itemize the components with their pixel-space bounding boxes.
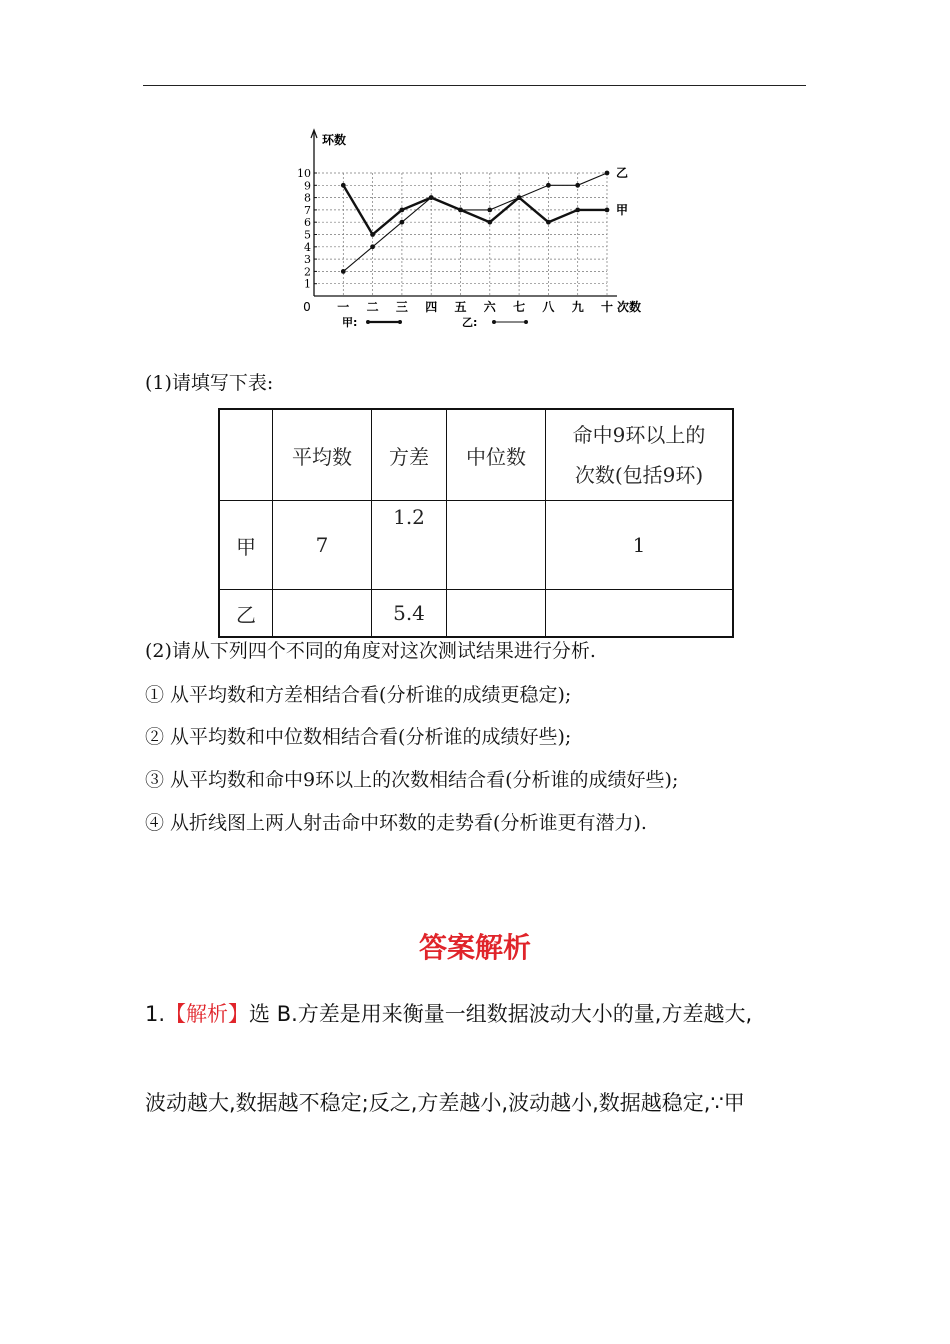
data-point bbox=[458, 208, 463, 213]
x-tick-label: 五 bbox=[454, 300, 467, 314]
header-median: 中位数 bbox=[447, 409, 546, 501]
cell-median bbox=[447, 590, 546, 638]
answer-line-1 bbox=[145, 998, 752, 1028]
data-point bbox=[487, 208, 492, 213]
cell-mean: 7 bbox=[273, 501, 372, 590]
y-tick-label: 3 bbox=[304, 253, 311, 267]
y-tick-label: 2 bbox=[304, 265, 311, 279]
x-tick-label: 一 bbox=[337, 300, 350, 314]
cell-hits: 1 bbox=[546, 501, 734, 590]
list-item: ② 从平均数和中位数相结合看(分析谁的成绩好些); bbox=[145, 726, 572, 748]
answer-number: 1. bbox=[145, 1002, 166, 1026]
data-point bbox=[546, 183, 551, 188]
x-tick-label: 二 bbox=[366, 300, 379, 314]
list-item: ④ 从折线图上两人射击命中环数的走势看(分析谁更有潜力). bbox=[145, 812, 647, 834]
origin-label: 0 bbox=[303, 300, 311, 314]
header-blank bbox=[219, 409, 273, 501]
header-mean: 平均数 bbox=[273, 409, 372, 501]
analysis-tag: 【解析】 bbox=[165, 1002, 250, 1026]
x-tick-label: 六 bbox=[483, 300, 496, 314]
data-point bbox=[487, 220, 492, 225]
legend-dot bbox=[366, 320, 370, 324]
cell-median bbox=[447, 501, 546, 590]
data-point bbox=[546, 220, 551, 225]
y-tick-label: 8 bbox=[304, 191, 311, 205]
list-item: ③ 从平均数和命中9环以上的次数相结合看(分析谁的成绩好些); bbox=[145, 769, 679, 791]
question-2: (2)请从下列四个不同的角度对这次测试结果进行分析. bbox=[145, 640, 596, 662]
legend-label-jia: 甲: bbox=[342, 316, 358, 329]
data-point bbox=[400, 220, 405, 225]
line-chart bbox=[290, 120, 660, 335]
x-tick-label: 三 bbox=[395, 300, 408, 314]
x-tick-label: 八 bbox=[542, 300, 555, 314]
data-point bbox=[370, 232, 375, 237]
cell-hits bbox=[546, 590, 734, 638]
x-tick-label: 九 bbox=[571, 300, 584, 314]
table-header-row bbox=[219, 409, 733, 501]
series-label: 甲 bbox=[616, 202, 629, 217]
list-item: ① 从平均数和方差相结合看(分析谁的成绩更稳定); bbox=[145, 684, 572, 706]
top-divider bbox=[143, 85, 806, 86]
header-variance: 方差 bbox=[372, 409, 447, 501]
legend-dot bbox=[398, 320, 402, 324]
y-tick-label: 6 bbox=[304, 216, 311, 230]
data-point bbox=[517, 195, 522, 200]
header-hits-line1: 命中9环以上的 bbox=[572, 423, 706, 447]
data-point bbox=[575, 183, 580, 188]
data-point bbox=[605, 171, 610, 176]
chart-ticks bbox=[297, 167, 641, 314]
y-tick-label: 9 bbox=[304, 179, 311, 193]
y-tick-label: 5 bbox=[304, 228, 311, 242]
y-axis-label: 环数 bbox=[322, 133, 347, 147]
y-tick-label: 7 bbox=[304, 203, 311, 217]
x-axis-label: 次数 bbox=[617, 300, 642, 314]
table-row bbox=[219, 501, 733, 590]
y-tick-label: 4 bbox=[304, 240, 311, 254]
y-tick-label: 10 bbox=[297, 167, 311, 180]
header-hits-line2: 次数(包括9环) bbox=[574, 463, 704, 487]
legend-dot bbox=[524, 320, 528, 324]
data-point bbox=[429, 195, 434, 200]
cell-variance: 5.4 bbox=[372, 590, 447, 638]
row-label: 甲 bbox=[219, 501, 273, 590]
series-label: 乙 bbox=[616, 166, 629, 180]
answer-line-2: 波动越大,数据越不稳定;反之,方差越小,波动越小,数据越稳定,∵甲 bbox=[145, 1091, 745, 1115]
data-point bbox=[341, 269, 346, 274]
cell-variance: 1.2 bbox=[372, 501, 447, 590]
x-tick-label: 七 bbox=[513, 300, 526, 314]
chart-grid bbox=[314, 173, 607, 296]
row-label: 乙 bbox=[219, 590, 273, 638]
chart-legend bbox=[342, 316, 528, 329]
data-point bbox=[575, 208, 580, 213]
stats-table bbox=[218, 408, 734, 638]
y-tick-label: 1 bbox=[304, 277, 311, 291]
answer-text: 选 B.方差是用来衡量一组数据波动大小的量,方差越大, bbox=[249, 1002, 753, 1026]
question-1: (1)请填写下表: bbox=[145, 372, 274, 394]
data-point bbox=[341, 183, 346, 188]
data-point bbox=[605, 208, 610, 213]
data-point bbox=[370, 244, 375, 249]
x-tick-label: 十 bbox=[600, 300, 614, 314]
x-tick-label: 四 bbox=[425, 300, 438, 314]
cell-mean bbox=[273, 590, 372, 638]
data-point bbox=[400, 208, 405, 213]
answer-title: 答案解析 bbox=[418, 931, 531, 964]
table-row bbox=[219, 590, 733, 638]
chart-lines bbox=[341, 166, 628, 274]
legend-dot bbox=[492, 320, 496, 324]
header-hits bbox=[546, 409, 734, 501]
legend-label-yi: 乙: bbox=[462, 316, 478, 329]
